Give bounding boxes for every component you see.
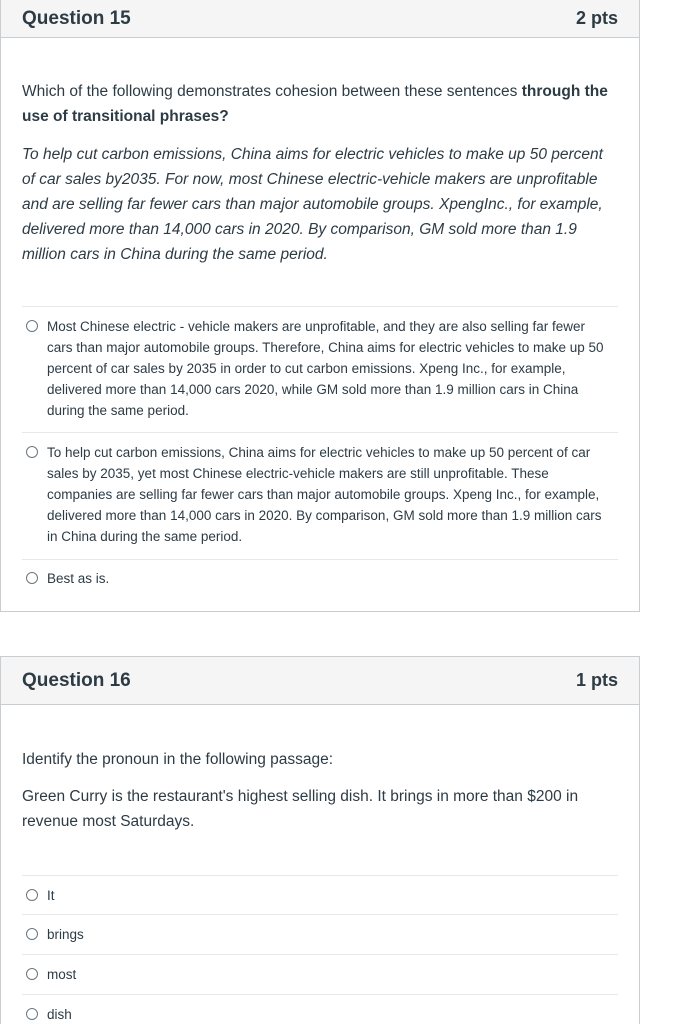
question-16-card	[0, 656, 640, 1024]
prompt-text: Which of the following demonstrates cohesion between these sentences	[22, 83, 522, 100]
question-points: 2 pts	[575, 8, 618, 28]
question-prompt	[22, 79, 618, 129]
answer-option-2[interactable]	[22, 433, 618, 560]
question-header	[1, 0, 639, 38]
answer-option-1[interactable]	[22, 307, 618, 433]
answer-text: To help cut carbon emissions, China aims for electric vehicles to make up 50 percent of car sales by 2035, yet most Chinese electric-vehicle makers are still unprofitable. These companies are selling far fewer cars than major automobile groups. Xpeng Inc., for example, delivered more than 14,000 cars in 2020. By comparison, GM sold more than 1.9 million cars in China during the same period.	[47, 445, 602, 544]
radio-button[interactable]	[26, 320, 38, 332]
answer-option-3[interactable]	[22, 560, 618, 597]
question-header	[1, 657, 639, 705]
radio-button[interactable]	[26, 446, 38, 458]
answer-text: dish	[47, 1007, 72, 1022]
answer-option-4[interactable]	[22, 995, 618, 1024]
answer-text: brings	[47, 927, 84, 942]
question-passage: To help cut carbon emissions, China aims for electric vehicles to make up 50 percent of car sales by2035. For now, most Chinese electric-vehicle makers are unprofitable and are selling far fewer cars than major automobile groups. XpengInc., for example, delivered more than 14,000 cars in 2020. By comparison, GM sold more than 1.9 million cars in China during the same period.	[22, 146, 603, 263]
question-body	[1, 79, 639, 597]
answer-text: It	[47, 888, 55, 903]
answer-list	[22, 875, 618, 1024]
radio-button[interactable]	[26, 889, 38, 901]
radio-button[interactable]	[26, 572, 38, 584]
question-body	[1, 747, 639, 1024]
answer-text: most	[47, 967, 77, 982]
answer-text: Most Chinese electric - vehicle makers are unprofitable, and they are also selling far fewer cars than major automobile groups. Therefore, China aims for electric vehicles to make up 50 percent of car sales by 2035 in order to cut carbon emissions. Xpeng Inc., for example, delivered more than 14,000 cars 2020, while GM sold more than 1.9 million cars in China during the same period.	[47, 319, 604, 418]
question-title: Question 15	[22, 7, 131, 29]
prompt-bold-text: through the use of transitional phrases?	[22, 83, 608, 125]
answer-option-3[interactable]	[22, 955, 618, 995]
answer-option-1[interactable]	[22, 876, 618, 915]
radio-button[interactable]	[26, 1008, 38, 1020]
question-title: Question 16	[22, 669, 131, 691]
question-passage: Green Curry is the restaurant's highest selling dish. It brings in more than $200 in revenue most Saturdays.	[22, 788, 579, 830]
question-prompt: Identify the pronoun in the following passage:	[22, 751, 334, 768]
question-points: 1 pts	[575, 670, 618, 690]
radio-button[interactable]	[26, 968, 38, 980]
radio-button[interactable]	[26, 928, 38, 940]
answer-option-2[interactable]	[22, 915, 618, 955]
answer-list	[22, 306, 618, 597]
answer-text: Best as is.	[47, 571, 110, 586]
